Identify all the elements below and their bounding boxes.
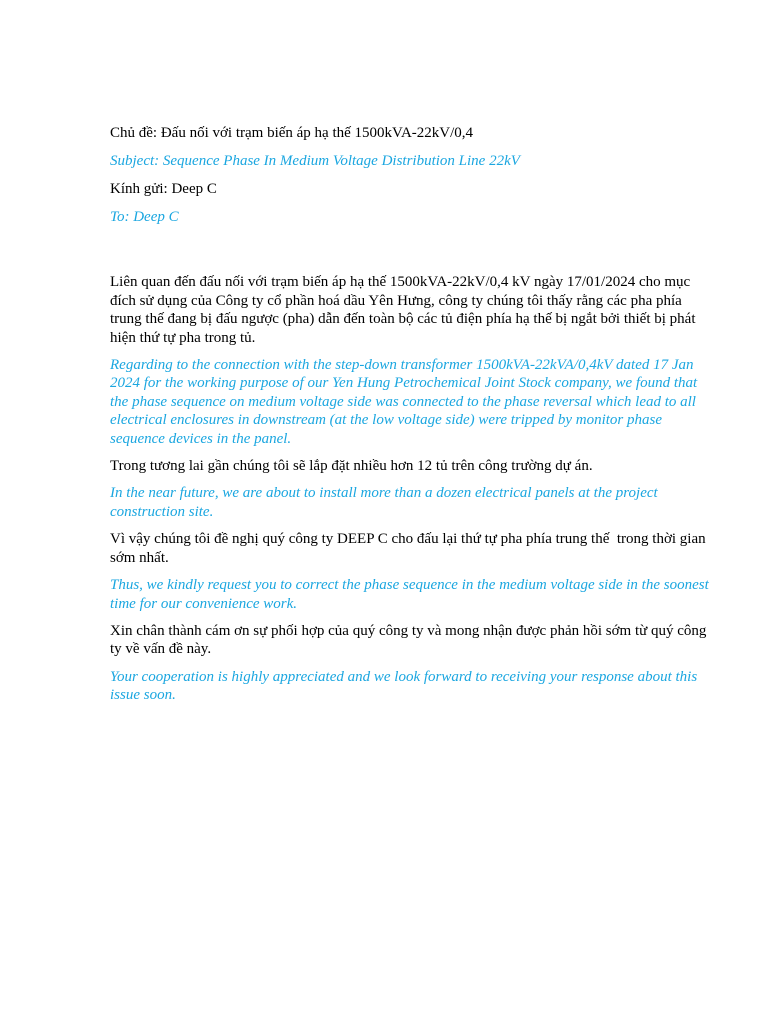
paragraph-1-vietnamese: Liên quan đến đấu nối với trạm biến áp hạ thế 1500kVA-22kV/0,4 kV ngày 17/01/2024 cho mục đích sử dụng của Công ty cổ phần hoá dầu Yên Hưng, công ty chúng tôi thấy rằng các pha phía trung thế đang bị đấu ngược (pha) dẫn đến toàn bộ các tủ điện phía hạ thế bị ngắt bởi thiết bị phát hiện thứ tự pha trong tủ. bbox=[110, 274, 700, 346]
letter-body bbox=[110, 124, 716, 705]
paragraph-4-english: Your cooperation is highly appreciated and we look forward to receiving your response about this issue soon. bbox=[110, 668, 701, 704]
recipient-english: To: Deep C bbox=[110, 209, 179, 225]
paragraph-3-vietnamese: Vì vậy chúng tôi đề nghị quý công ty DEEP C cho đấu lại thứ tự pha phía trung thế trong thời gian sớm nhất. bbox=[110, 531, 710, 566]
recipient-vietnamese: Kính gửi: Deep C bbox=[110, 181, 217, 197]
subject-vietnamese: Chủ đề: Đấu nối với trạm biến áp hạ thế 1500kVA-22kV/0,4 bbox=[110, 125, 474, 141]
paragraph-1-english: Regarding to the connection with the step-down transformer 1500kVA-22kVA/0,4kV dated 17 Jan 2024 for the working purpose of our Yen Hung Petrochemical Joint Stock company, we found that the phase sequence on medium voltage side was connected to the phase reversal which lead to all electrical enclosures in downstream (at the low voltage side) were tripped by monitor phase sequence devices in the panel. bbox=[110, 357, 701, 447]
paragraph-3-english: Thus, we kindly request you to correct the phase sequence in the medium voltage side in the soonest time for our convenience work. bbox=[110, 577, 713, 612]
paragraph-2-english: In the near future, we are about to install more than a dozen electrical panels at the project construction site. bbox=[110, 485, 662, 520]
paragraph-2-vietnamese: Trong tương lai gần chúng tôi sẽ lắp đặt nhiều hơn 12 tủ trên công trường dự án. bbox=[110, 458, 593, 475]
subject-english: Subject: Sequence Phase In Medium Voltage Distribution Line 22kV bbox=[110, 153, 520, 169]
paragraph-4-vietnamese: Xin chân thành cám ơn sự phối hợp của quý công ty và mong nhận được phản hồi sớm từ quý công ty về vấn đề này. bbox=[110, 622, 711, 658]
